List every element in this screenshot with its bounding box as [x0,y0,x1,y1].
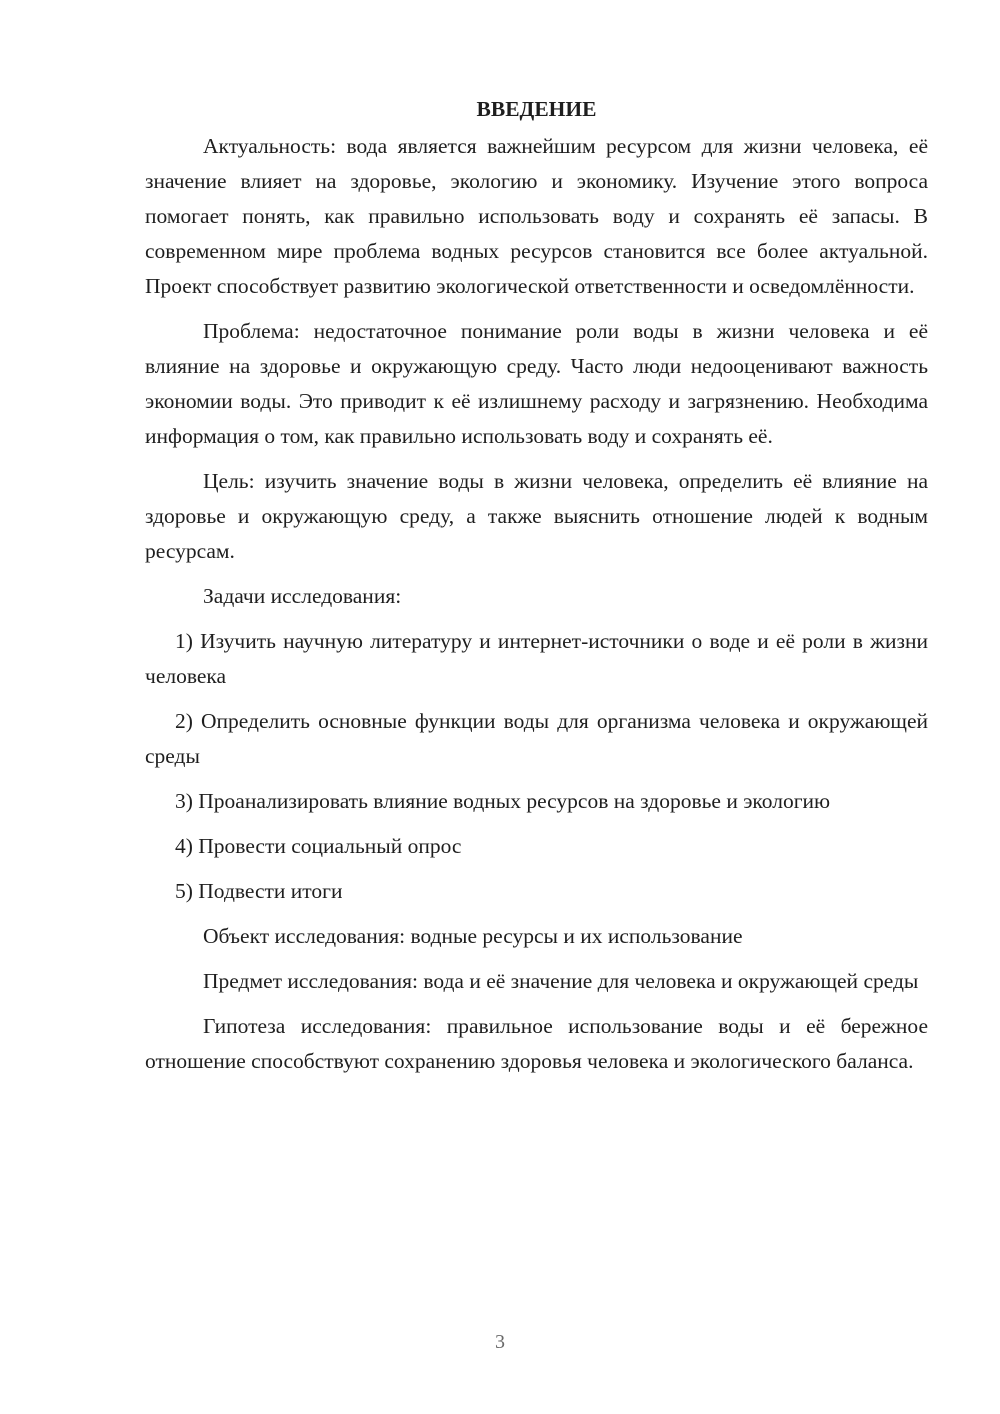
page-number: 3 [495,1331,505,1353]
subject-paragraph: Предмет исследования: вода и её значение для человека и окружающей среды [203,969,919,993]
problem-paragraph: Проблема: недостаточное понимание роли воды в жизни человека и её влияние на здоровье и окружающую среду. Часто люди недооценивают важность экономии воды. Это приводит к её излишнему расходу и загрязнению. Необходима информация о том, как правильно использовать воду и сохранять её. [145,319,928,448]
task-item-2: 2) Определить основные функции воды для организма человека и окружающей среды [145,709,928,768]
task-item-5: 5) Подвести итоги [175,879,343,903]
page-content [145,92,928,1089]
task-item-4: 4) Провести социальный опрос [175,834,462,858]
tasks-heading: Задачи исследования: [203,584,402,608]
task-item-1: 1) Изучить научную литературу и интернет-источники о воде и её роли в жизни человека [145,629,928,688]
task-item-3: 3) Проанализировать влияние водных ресурсов на здоровье и экологию [175,789,831,813]
goal-paragraph: Цель: изучить значение воды в жизни человека, определить её влияние на здоровье и окружающую среду, а также выяснить отношение людей к водным ресурсам. [145,469,928,563]
section-title: ВВЕДЕНИЕ [476,97,597,121]
hypothesis-paragraph: Гипотеза исследования: правильное использование воды и её бережное отношение способствуют сохранению здоровья человека и экологического баланса. [145,1014,928,1073]
relevance-paragraph: Актуальность: вода является важнейшим ресурсом для жизни человека, её значение влияет на здоровье, экологию и экономику. Изучение этого вопроса помогает понять, как правильно использовать воду и сохранять её запасы. В современном мире проблема водных ресурсов становится все более актуальной. Проект способствует развитию экологической ответственности и осведомлённости. [145,134,928,298]
object-paragraph: Объект исследования: водные ресурсы и их использование [203,924,743,948]
